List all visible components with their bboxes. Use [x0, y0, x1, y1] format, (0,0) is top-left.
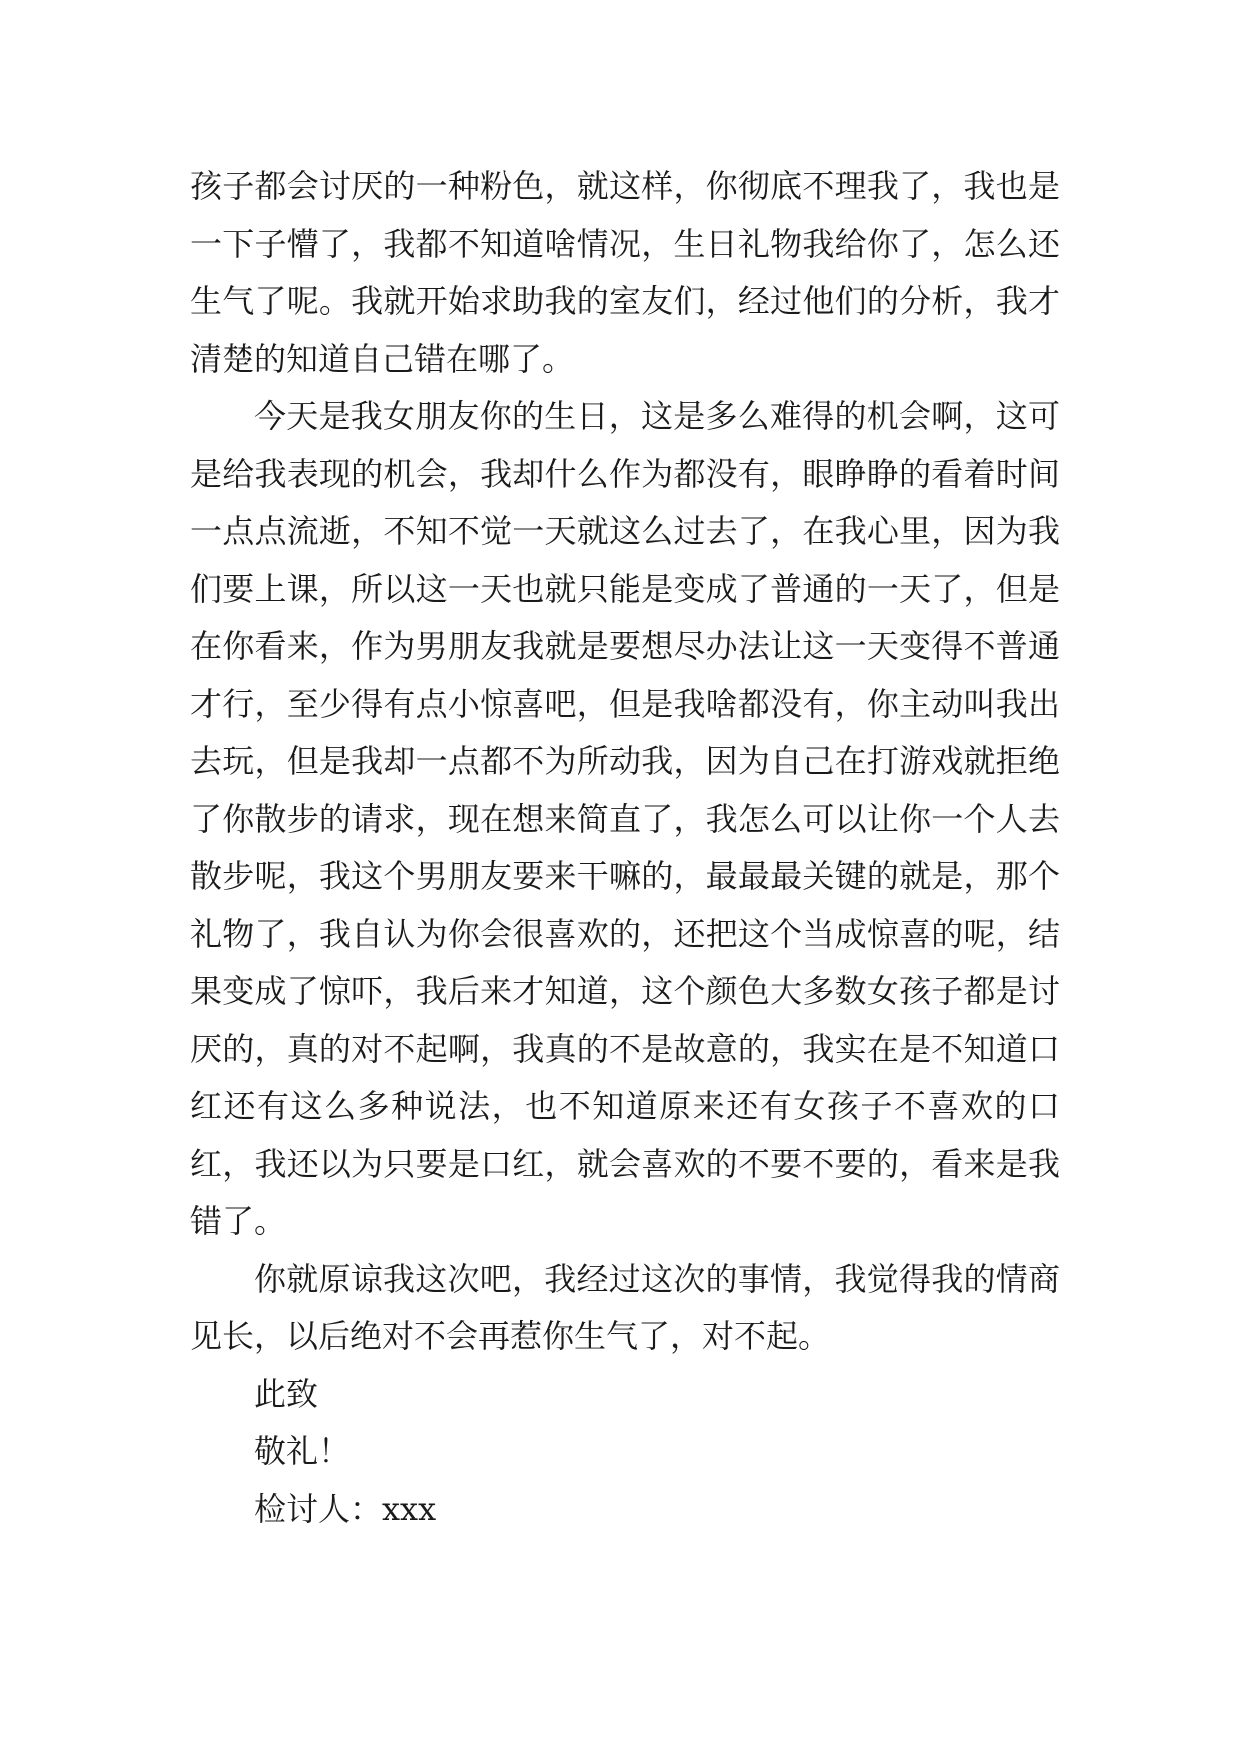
paragraph-3: 你就原谅我这次吧，我经过这次的事情，我觉得我的情商见长，以后绝对不会再惹你生气了，对不起。 [190, 1259, 1060, 1355]
paragraph-1: 孩子都会讨厌的一种粉色，就这样，你彻底不理我了，我也是一下子懵了，我都不知道啥情况，生日礼物我给你了，怎么还生气了呢。我就开始求助我的室友们，经过他们的分析，我才清楚的知道自己错在哪了。 [190, 167, 1060, 378]
letter-body [190, 158, 1060, 1538]
closing-regards: 敬礼！ [254, 1432, 351, 1470]
paragraph-2: 今天是我女朋友你的生日，这是多么难得的机会啊，这可是给我表现的机会，我却什么作为都没有，眼睁睁的看着时间一点点流逝，不知不觉一天就这么过去了，在我心里，因为我们要上课，所以这一天也就只能是变成了普通的一天了，但是在你看来，作为男朋友我就是要想尽办法让这一天变得不普通才行，至少得有点小惊喜吧，但是我啥都没有，你主动叫我出去玩，但是我却一点都不为所动我，因为自己在打游戏就拒绝了你散步的请求，现在想来简直了，我怎么可以让你一个人去散步呢，我这个男朋友要来干嘛的，最最最关键的就是，那个礼物了，我自认为你会很喜欢的，还把这个当成惊喜的呢，结果变成了惊吓，我后来才知道，这个颜色大多数女孩子都是讨厌的，真的对不起啊，我真的不是故意的，我实在是不知道口红还有这么多种说法，也不知道原来还有女孩子不喜欢的口红，我还以为只要是口红，就会喜欢的不要不要的，看来是我错了。 [190, 397, 1060, 1240]
signature: 检讨人：xxx [254, 1489, 437, 1528]
closing-salutation: 此致 [254, 1374, 319, 1413]
